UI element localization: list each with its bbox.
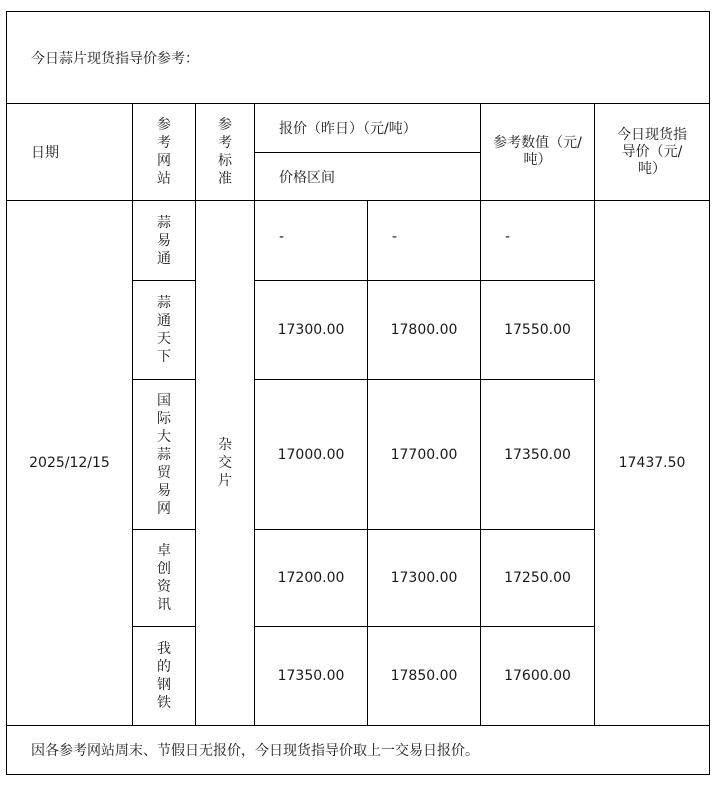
high-price-cell: 17800.00 [368,281,481,380]
high-price-cell: 17300.00 [368,530,481,627]
ref-value-cell: 17350.00 [481,380,595,530]
site-cell: 国际大蒜贸易网 [133,380,196,530]
header-ref-value: 参考数值（元/吨） [481,104,595,201]
high-price-cell: - [368,201,481,281]
low-price-cell: 17350.00 [255,627,368,726]
header-range: 价格区间 [255,153,481,201]
footnote: 因各参考网站周末、节假日无报价，今日现货指导价取上一交易日报价。 [7,726,710,775]
low-price-cell: 17000.00 [255,380,368,530]
high-price-cell: 17850.00 [368,627,481,726]
ref-value-cell: 17550.00 [481,281,595,380]
ref-value-cell: - [481,201,595,281]
standard-cell: 杂交片 [196,201,255,726]
today-price-cell: 17437.50 [595,201,710,726]
header-today-price: 今日现货指导价（元/吨） [595,104,710,201]
site-cell: 卓创资讯 [133,530,196,627]
site-cell: 蒜通天下 [133,281,196,380]
low-price-cell: 17300.00 [255,281,368,380]
ref-value-cell: 17250.00 [481,530,595,627]
table-title: 今日蒜片现货指导价参考： [7,12,710,104]
site-cell: 蒜易通 [133,201,196,281]
header-standard: 参考标准 [196,104,255,201]
header-date: 日期 [7,104,133,201]
price-table [6,11,710,775]
low-price-cell: 17200.00 [255,530,368,627]
low-price-cell: - [255,201,368,281]
ref-value-cell: 17600.00 [481,627,595,726]
header-quote: 报价（昨日）（元/吨） [255,104,481,153]
site-cell: 我的钢铁 [133,627,196,726]
date-cell: 2025/12/15 [7,201,133,726]
high-price-cell: 17700.00 [368,380,481,530]
header-site: 参考网站 [133,104,196,201]
